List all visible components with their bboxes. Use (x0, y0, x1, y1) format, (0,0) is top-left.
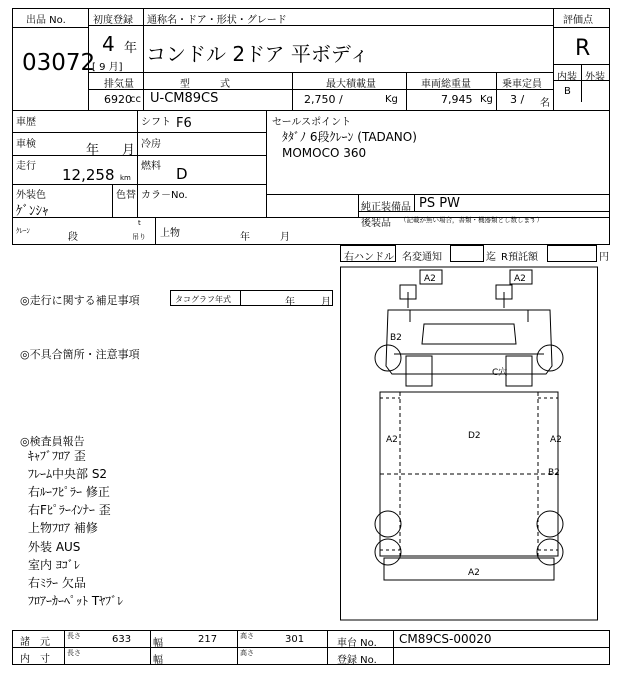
aftermarket-label: 後装品 (361, 218, 391, 229)
displacement-value: 6920 (104, 93, 132, 106)
shift-value: F6 (176, 116, 192, 131)
height-value: 301 (285, 634, 305, 645)
shift-label: シフト (141, 117, 171, 128)
exterior-label: 外装 (585, 72, 605, 83)
inner-dims-label: 内 寸 (20, 654, 50, 665)
inspection-month: 月 (122, 143, 136, 158)
overall-score: R (575, 36, 591, 61)
report-line: 上物ﾌﾛｱ 補修 (28, 521, 98, 535)
damage-mark: A2 (424, 274, 436, 284)
crane-ton: t (138, 219, 141, 227)
driving-notes-title: ◎走行に関する補足事項 (20, 294, 140, 307)
model-label: 型 式 (180, 79, 230, 90)
capacity-unit: 名 (540, 98, 550, 109)
interior-label: 内装 (557, 72, 577, 83)
first-reg-label: 初度登録 (93, 15, 133, 26)
chassis-label: 車台 No. (337, 638, 377, 649)
dims-label: 諸 元 (20, 637, 50, 648)
recycle-deposit-label: R預託額 (501, 252, 538, 263)
fuel-value: D (176, 165, 188, 183)
report-line: ｷｬﾌﾞﾌﾛｱ 歪 (28, 449, 86, 463)
inspection-label: 車検 (16, 139, 36, 150)
model-value: U-CM89CS (150, 91, 219, 106)
name-change-box (450, 245, 484, 262)
sales-point-label: セールスポイント (272, 117, 352, 128)
report-line: ﾌﾚｰﾑ中央部 S2 (28, 467, 108, 481)
report-line: 外装 AUS (28, 540, 81, 554)
color-code-label: カラ－No. (141, 190, 188, 201)
upper-year: 年 (240, 232, 250, 243)
reg-year-unit: 年 (124, 41, 138, 56)
car-name-label: 通称名・ドア・形状・グレード (147, 15, 287, 26)
damage-mark: A2 (386, 435, 398, 445)
report-line: 室内 ﾖｺﾞﾚ (28, 558, 80, 572)
recycle-deposit-box (547, 245, 597, 262)
inspection-year: 年 (86, 143, 100, 158)
interior-score: B (564, 86, 571, 97)
color-label: 外装色 (16, 190, 46, 201)
tacho-label: タコグラフ年式 (175, 295, 231, 304)
gross-unit: Kg (480, 94, 493, 105)
sales-point-line1: ﾀﾀﾞﾉ 6段ｸﾚｰﾝ (TADANO) (282, 130, 417, 144)
width-value: 217 (198, 634, 218, 645)
tax-prefix: 迄 (486, 252, 496, 263)
load-unit: Kg (385, 94, 398, 105)
gross-value: 7,945 (441, 93, 473, 106)
damage-mark: B2 (390, 333, 402, 343)
length-label: 長さ (67, 632, 81, 640)
capacity-value: 3 / (510, 93, 525, 106)
report-line: 右ﾐﾗｰ 欠品 (28, 576, 86, 590)
width-label: 幅 (153, 638, 163, 649)
capacity-label: 乗車定員 (502, 79, 542, 90)
genuine-equipment-value: PS PW (419, 196, 460, 211)
ac-label: 冷房 (141, 139, 161, 150)
inner-height-label: 高さ (240, 649, 254, 657)
tacho-month: 月 (321, 297, 331, 308)
displacement-label: 排気量 (104, 79, 134, 90)
load-value: 2,750 / (304, 93, 343, 106)
damage-mark: A2 (468, 568, 480, 578)
length-value: 633 (112, 634, 132, 645)
report-line: 右Fﾋﾟﾗｰｲﾝﾅｰ 歪 (28, 503, 111, 517)
name-change-label: 名変通知 (402, 252, 442, 263)
inner-length-label: 長さ (67, 649, 81, 657)
inner-width-label: 幅 (153, 655, 163, 666)
sales-point-line2: MOMOCO 360 (282, 146, 367, 160)
load-label: 最大積載量 (326, 79, 376, 90)
report-line: ﾌﾛｱｰｶｰﾍﾟｯﾄ Tﾔﾌﾞﾚ (28, 594, 124, 608)
mileage-label: 走行 (16, 161, 36, 172)
upper-label: 上物 (160, 228, 180, 239)
registration-label: 登録 No. (337, 655, 377, 666)
inspector-report-title: ◎検査員報告 (20, 435, 85, 448)
color-value: ｹﾞﾝｼｬ (16, 204, 49, 219)
yen-unit: 円 (599, 252, 609, 263)
fuel-label: 燃料 (141, 161, 161, 172)
grade-label: 評価点 (563, 15, 593, 26)
crane-stage: 段 (68, 232, 78, 243)
height-label: 高さ (240, 632, 254, 640)
genuine-equipment-label: 純正装備品 (361, 202, 411, 213)
damage-mark: D2 (468, 431, 481, 441)
car-name: コンドル 2ドア 平ボディ (146, 42, 370, 66)
lot-label: 出品 No. (26, 15, 66, 26)
defect-notes-title: ◎不具合箇所・注意事項 (20, 348, 140, 361)
history-label: 車歴 (16, 117, 36, 128)
color-change-label: 色替 (116, 190, 136, 201)
crane-hang: 吊り (132, 233, 146, 241)
steering-side: 右ハンドル (344, 252, 394, 263)
mileage-unit: km (120, 174, 131, 182)
reg-year: 4 (102, 32, 115, 56)
report-line: 右ﾙｰﾌﾋﾟﾗｰ 修正 (28, 485, 110, 499)
mileage-value: 12,258 (62, 166, 115, 184)
reg-month: [ 9 月] (92, 62, 123, 73)
chassis-value: CM89CS-00020 (399, 632, 492, 646)
lot-number: 03072 (22, 50, 96, 76)
displacement-unit: cc (130, 94, 141, 105)
upper-month: 月 (280, 232, 290, 243)
gross-label: 車両総重量 (421, 79, 471, 90)
tacho-year: 年 (285, 297, 295, 308)
truck-damage-diagram (340, 262, 598, 622)
damage-mark: A2 (550, 435, 562, 445)
aftermarket-note: （記載が無い場合，書類・機器類とし数します） (400, 216, 543, 224)
crane-label: ｸﾚｰﾝ (16, 227, 30, 235)
damage-mark: A2 (514, 274, 526, 284)
damage-mark: C穴 (492, 368, 508, 378)
damage-mark: B2 (548, 468, 560, 478)
